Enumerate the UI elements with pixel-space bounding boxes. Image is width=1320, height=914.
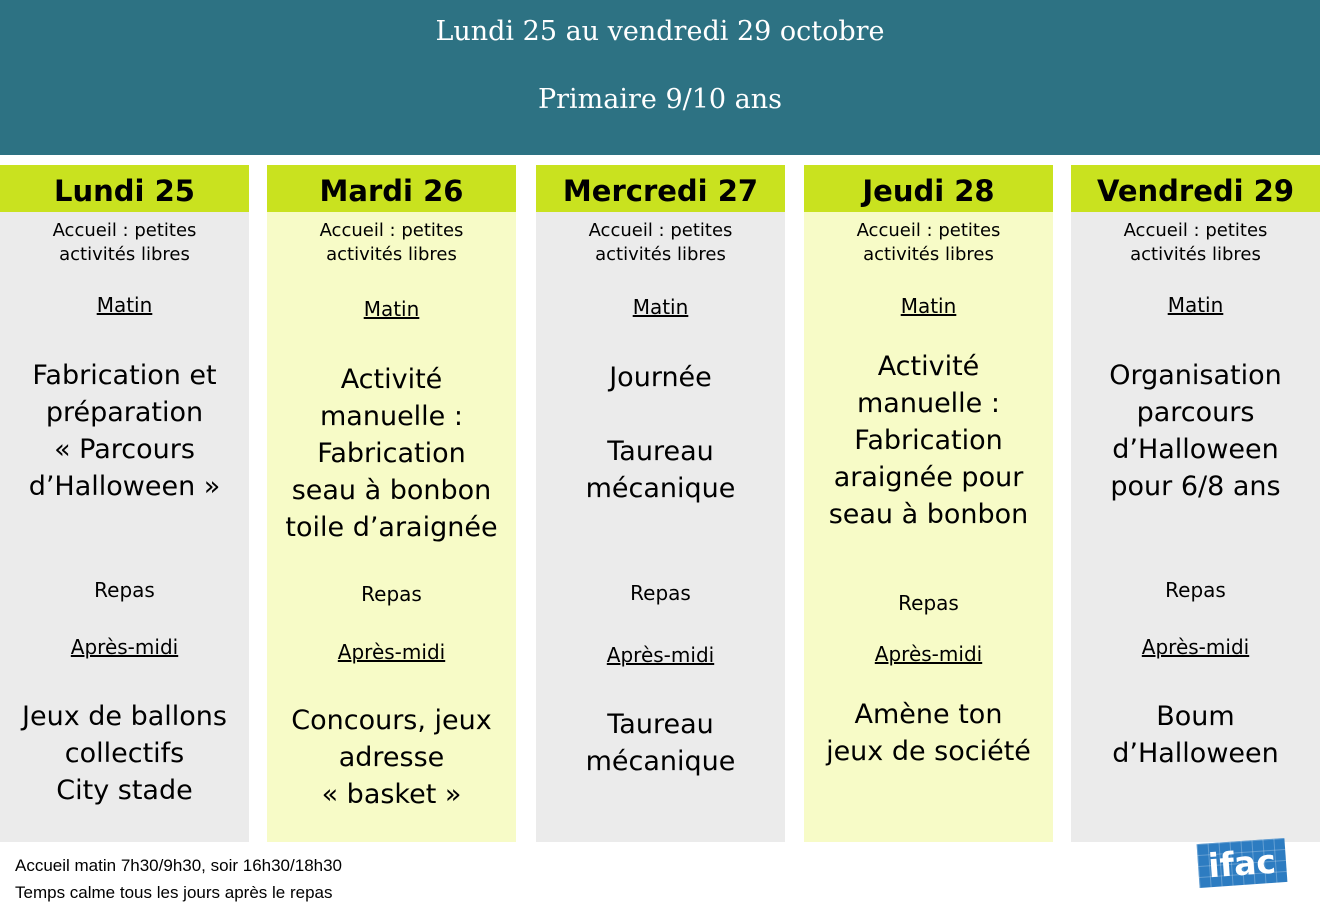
day-header: Vendredi 29 [1071,165,1320,212]
repas-label: Repas [361,582,422,606]
apres-midi-label: Après-midi [606,643,715,667]
matin-activity: Activité manuelle : Fabrication araignée pour seau à bonbon [828,351,1029,530]
accueil-text: Accueil : petites activités libres [856,220,1001,265]
apres-midi-activity: Boum d’Halloween [1112,701,1279,769]
apres-midi-label: Après-midi [337,640,446,664]
footer-hours: Accueil matin 7h30/9h30, soir 16h30/18h30 [15,856,343,875]
repas-label: Repas [1165,578,1226,602]
matin-activity: Journée Taureau mécanique [585,362,736,504]
day-header: Mardi 26 [267,165,516,212]
matin-label: Matin [363,297,420,321]
apres-midi-label: Après-midi [1141,635,1250,659]
matin-label: Matin [632,295,689,319]
day-column-jeudi [804,165,1053,842]
title-banner [0,0,1320,155]
apres-midi-activity: Taureau mécanique [585,709,736,777]
apres-midi-activity: Amène ton jeux de société [826,699,1031,767]
repas-label: Repas [630,581,691,605]
repas-label: Repas [898,591,959,615]
banner-age-group: Primaire 9/10 ans [537,84,783,115]
accueil-text: Accueil : petites activités libres [52,220,197,265]
matin-label: Matin [1167,293,1224,317]
day-column-lundi [0,165,249,842]
accueil-text: Accueil : petites activités libres [588,220,733,265]
matin-activity: Fabrication et préparation « Parcours d’Halloween » [28,360,221,502]
matin-activity: Activité manuelle : Fabrication seau à bonbon toile d’araignée [285,364,498,543]
day-column-vendredi [1071,165,1320,842]
day-header: Jeudi 28 [804,165,1053,212]
accueil-text: Accueil : petites activités libres [319,220,464,265]
banner-dates: Lundi 25 au vendredi 29 octobre [435,16,885,47]
footer-note: Temps calme tous les jours après le repas [15,883,333,902]
matin-label: Matin [96,293,153,317]
repas-label: Repas [94,578,155,602]
day-column-mercredi [536,165,785,842]
day-header: Lundi 25 [0,165,249,212]
apres-midi-activity: Jeux de ballons collectifs City stade [22,701,227,806]
accueil-text: Accueil : petites activités libres [1123,220,1268,265]
apres-midi-label: Après-midi [70,635,179,659]
logo-text: ifac [1206,841,1278,885]
apres-midi-label: Après-midi [874,642,983,666]
matin-label: Matin [900,294,957,318]
day-header: Mercredi 27 [536,165,785,212]
matin-activity: Organisation parcours d’Halloween pour 6/8 ans [1109,360,1282,502]
ifac-logo [1197,838,1288,888]
apres-midi-activity: Concours, jeux adresse « basket » [291,705,492,810]
day-column-mardi [267,165,516,842]
